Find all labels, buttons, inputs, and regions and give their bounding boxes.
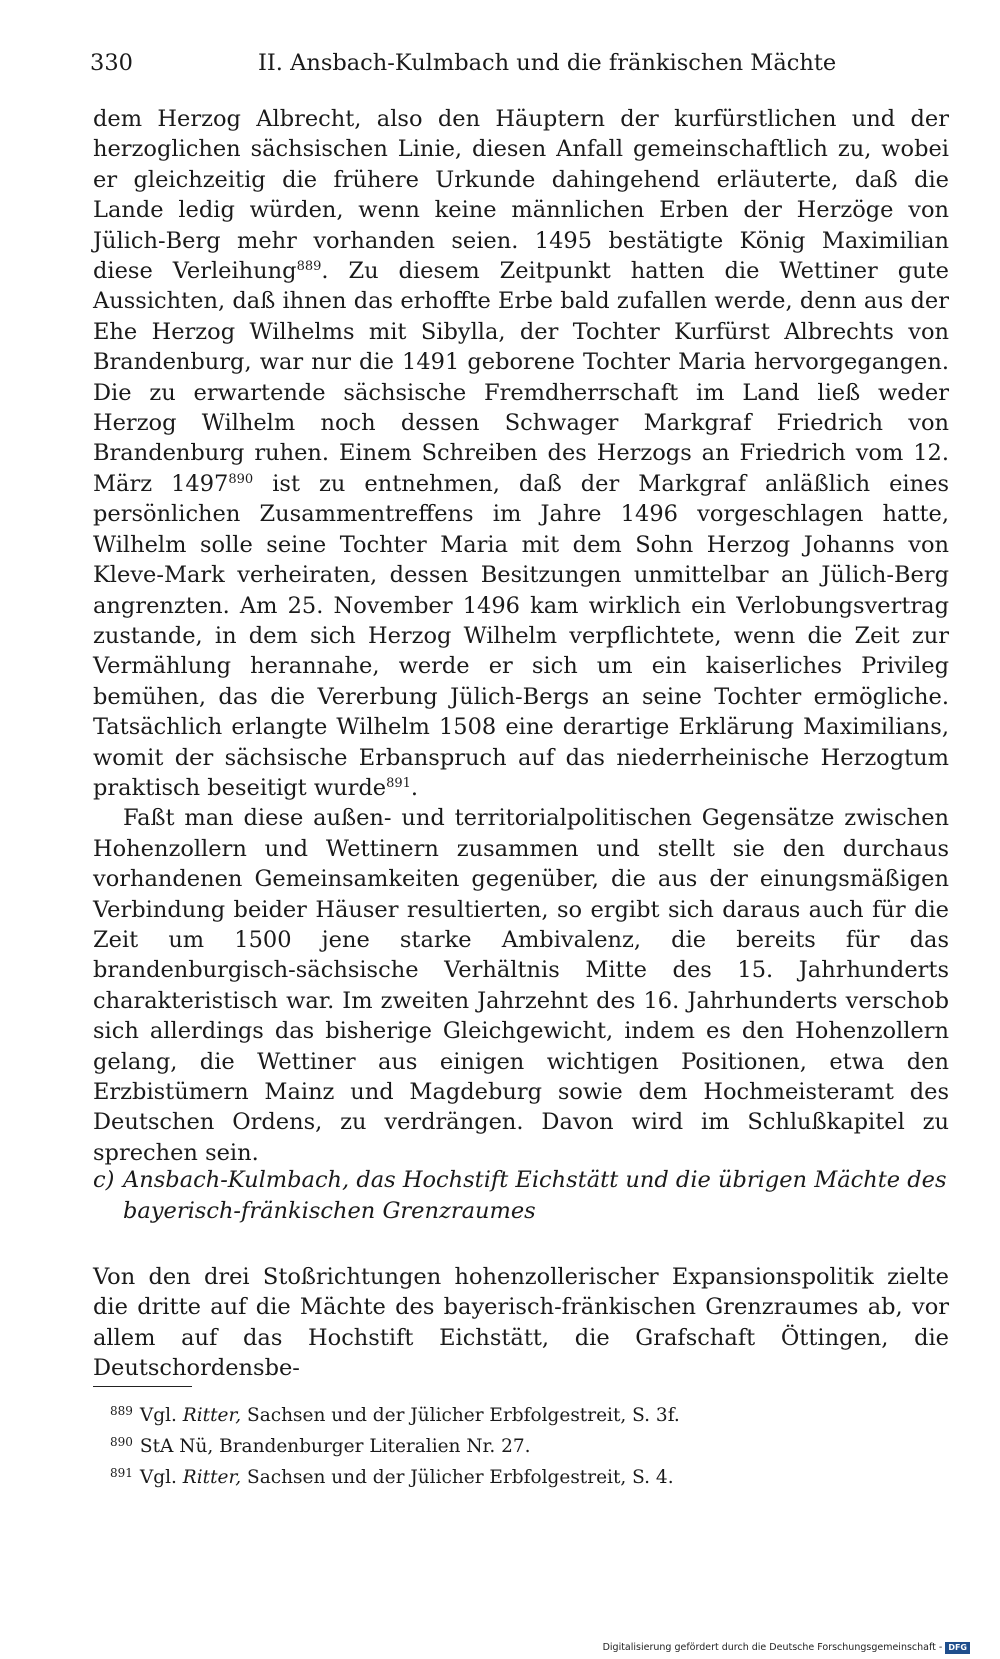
footnote-text: Vgl. bbox=[139, 1405, 183, 1426]
section-title: Ansbach-Kulmbach, das Hochstift Eichstätt und die übrigen Mächte des bayerisch-fränkischen Grenzraumes bbox=[123, 1167, 947, 1224]
running-head bbox=[90, 46, 950, 80]
footnote-ref-890[interactable]: 890 bbox=[228, 471, 254, 487]
section-text bbox=[93, 1262, 949, 1384]
footnote-divider bbox=[93, 1386, 192, 1387]
section-heading bbox=[93, 1165, 949, 1227]
footnotes bbox=[110, 1398, 940, 1491]
text-run: ist zu entnehmen, daß der Markgraf anläßlich eines persönlichen Zusammentreffens im Jahre 1496 vorgeschlagen hatte, Wilhelm solle seine Tochter Maria mit dem Sohn Herzog Johanns von Kleve-Mark verheiraten, dessen Besitzungen unmittelbar an Jülich-Berg angrenzten. Am 25. November 1496 kam wirklich ein Verlobungsvertrag zustande, in dem sich Herzog Wilhelm verpflichtete, wenn die Zeit zur Vermählung herannahe, werde er sich um ein kaiserliches Privileg bemühen, das die Vererbung Jülich-Bergs an seine Tochter ermögliche. Tatsächlich erlangte Wilhelm 1508 eine derartige Erklärung Maximilians, womit der sächsische Erbanspruch auf das niederrheinische Herzogtum praktisch beseitigt wurde bbox=[93, 470, 949, 801]
footnote-text: Sachsen und der Jülicher Erbfolgestreit, S. 3f. bbox=[241, 1405, 680, 1426]
paragraph: Faßt man diese außen- und territorialpolitischen Gegensätze zwischen Hohenzollern und Wettinern zusammen und stellt sie den durchaus vorhandenen Gemeinsamkeiten gegenüber, die aus der einungsmäßigen Verbindung beider Häuser resultierten, so ergibt sich daraus auch für die Zeit um 1500 jene starke Ambivalenz, die bereits für das brandenburgisch-sächsische Verhältnis Mitte des 15. Jahrhunderts charakteristisch war. Im zweiten Jahrzehnt des 16. Jahrhunderts verschob sich allerdings das bisherige Gleichgewicht, indem es den Hohenzollern gelang, die Wettiner aus einigen wichtigen Positionen, etwa den Erzbistümern Mainz und Magdeburg sowie dem Hochmeisteramt des Deutschen Ordens, zu verdrängen. Davon wird im Schlußkapitel zu sprechen sein. bbox=[93, 805, 949, 1166]
page-number: 330 bbox=[90, 50, 133, 76]
credit-text: Digitalisierung gefördert durch die Deutsche Forschungsgemeinschaft - bbox=[602, 1642, 943, 1653]
footnote-891 bbox=[110, 1460, 940, 1491]
footnote-number: 891 bbox=[110, 1466, 133, 1480]
footnote-number: 890 bbox=[110, 1435, 133, 1449]
footnote-text: StA Nü, Brandenburger Literalien Nr. 27. bbox=[139, 1436, 531, 1457]
section-label: c) bbox=[93, 1167, 115, 1193]
footnote-text: Sachsen und der Jülicher Erbfolgestreit, S. 4. bbox=[241, 1467, 674, 1488]
paragraph bbox=[93, 104, 949, 803]
footnote-text: Vgl. bbox=[139, 1467, 183, 1488]
main-text bbox=[93, 104, 949, 1168]
text-run: . bbox=[410, 774, 419, 801]
digitization-credit bbox=[603, 1641, 970, 1655]
running-title: II. Ansbach-Kulmbach und die fränkischen Mächte bbox=[258, 50, 837, 76]
footnote-ref-889[interactable]: 889 bbox=[296, 259, 322, 275]
footnote-ref-891[interactable]: 891 bbox=[386, 775, 411, 791]
text-run: dem Herzog Albrecht, also den Häuptern der kurfürstlichen und der herzoglichen sächsischen Linie, diesen Anfall gemeinschaftlich zu, wobei er gleichzeitig die frühere Urkunde dahingehend erläuterte, daß die Lande ledig würden, wenn keine männlichen Erben der Herzöge von Jülich-Berg mehr vorhanden seien. 1495 bestätigte König Maximilian diese Verleihung bbox=[93, 106, 949, 285]
footnote-890 bbox=[110, 1429, 940, 1460]
footnote-889 bbox=[110, 1398, 940, 1429]
footnote-number: 889 bbox=[110, 1404, 133, 1418]
paragraph: Von den drei Stoßrichtungen hohenzollerischer Expansionspolitik zielte die dritte auf die Mächte des bayerisch-fränkischen Grenzraumes ab, vor allem auf das Hochstift Eichstätt, die Grafschaft Öttingen, die Deutschordensbe- bbox=[93, 1264, 949, 1382]
footnote-author: Ritter, bbox=[182, 1405, 242, 1426]
footnote-author: Ritter, bbox=[182, 1467, 242, 1488]
text-run: . Zu diesem Zeitpunkt hatten die Wettiner gute Aussichten, daß ihnen das erhoffte Erbe bald zufallen werde, denn aus der Ehe Herzog Wilhelms mit Sibylla, der Tochter Kurfürst Albrechts von Brandenburg, war nur die 1491 geborene Tochter Maria hervorgegangen. Die zu erwartende sächsische Fremdherrschaft im Land ließ weder Herzog Wilhelm noch dessen Schwager Markgraf Friedrich von Brandenburg ruhen. Einem Schreiben des Herzogs an Friedrich vom 12. März 1497 bbox=[93, 258, 949, 497]
dfg-logo: DFG bbox=[945, 1642, 970, 1654]
